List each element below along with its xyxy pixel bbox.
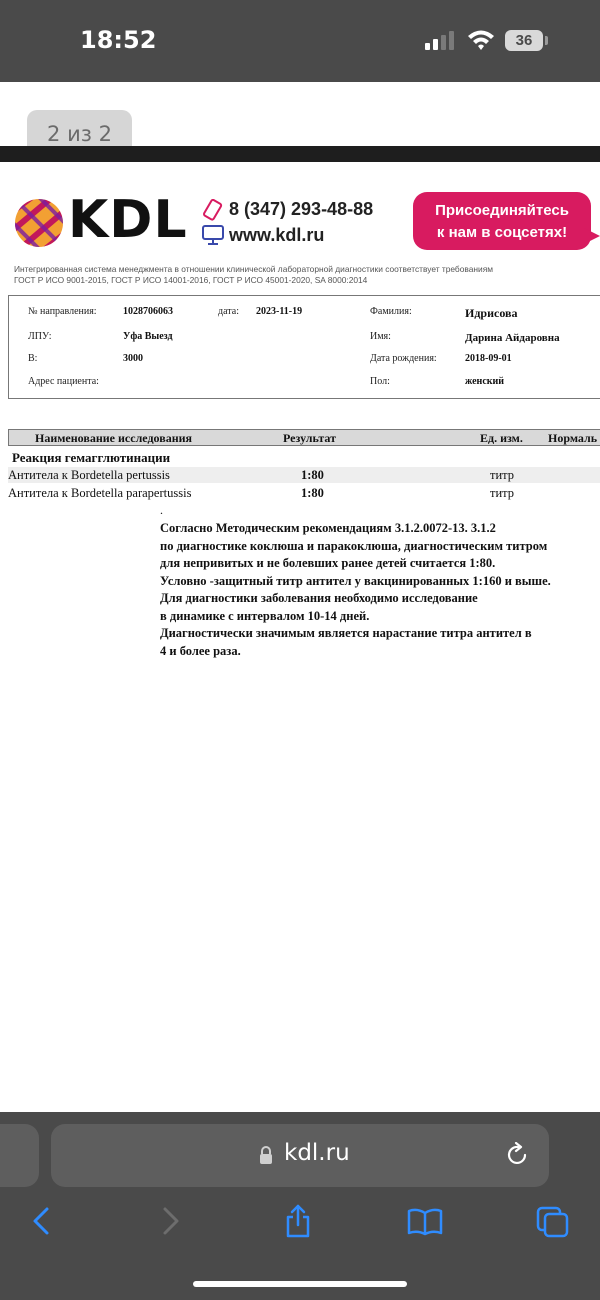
results-table-header — [8, 429, 600, 446]
row-name: Антитела к Bordetella pertussis — [8, 468, 170, 482]
dob-label: Дата рождения: — [370, 353, 437, 364]
col-result: Результат — [283, 431, 337, 445]
wifi-icon — [466, 27, 496, 51]
interpretation-note — [160, 520, 551, 660]
reload-icon[interactable] — [506, 1142, 530, 1168]
date-label: дата: — [218, 306, 239, 317]
row-result: 1:80 — [301, 468, 324, 482]
back-chevron-icon[interactable] — [30, 1203, 52, 1239]
home-indicator[interactable] — [193, 1281, 407, 1287]
share-icon[interactable] — [283, 1203, 313, 1239]
date-value: 2023-11-19 — [256, 306, 303, 317]
name-label: Имя: — [370, 331, 391, 342]
tabs-icon[interactable] — [535, 1203, 571, 1239]
website-link: www.kdl.ru — [229, 225, 325, 245]
sex-value: женский — [465, 376, 505, 387]
iso-line-2: ГОСТ Р ИСО 9001-2015, ГОСТ Р ИСО 14001-2016, ГОСТ Р ИСО 45001-2020, SA 8000:2014 — [14, 275, 368, 285]
iso-line-1: Интегрированная система менеджмента в отношении клинической лабораторной диагностики соответствует требованиям — [14, 264, 493, 274]
social-line-2: к нам в соцсетях! — [436, 224, 568, 241]
results-group-title: Реакция гемагглютинации — [12, 450, 171, 465]
social-banner-tail — [584, 228, 600, 244]
kdl-striped-ball-icon — [14, 198, 64, 248]
iso-compliance-text — [14, 264, 598, 286]
col-norm: Нормаль — [548, 431, 598, 445]
name-value: Дарина Айдаровна — [465, 332, 560, 344]
comment-dot: . — [160, 503, 163, 517]
address-text[interactable]: kdl.ru — [284, 1140, 350, 1166]
v-label: В: — [28, 353, 38, 364]
battery-indicator: 36 — [505, 30, 543, 51]
note-line: Диагностически значимым является нарастание титра антител в — [160, 626, 532, 640]
note-line: по диагностике коклюша и паракоклюша, диагностическим титром — [160, 538, 548, 553]
row-unit: титр — [490, 486, 515, 500]
row-unit: титр — [490, 468, 515, 482]
col-name: Наименование исследования — [35, 431, 193, 445]
referral-label: № направления: — [28, 306, 97, 317]
forward-chevron-icon[interactable] — [160, 1203, 182, 1239]
dob-value: 2018-09-01 — [465, 353, 512, 364]
kdl-logo: KDL — [68, 190, 188, 250]
table-row — [8, 485, 600, 501]
lpu-label: ЛПУ: — [28, 331, 52, 342]
note-line: Условно -защитный титр антител у вакцинированных 1:160 и выше. — [160, 573, 551, 588]
col-unit: Ед. изм. — [480, 431, 523, 445]
v-value: 3000 — [123, 353, 143, 364]
monitor-icon — [202, 225, 224, 245]
page-counter: 2 из 2 — [27, 110, 132, 158]
note-line: для непривитых и не болевших ранее детей считается 1:80. — [160, 556, 496, 570]
book-icon[interactable] — [406, 1203, 444, 1239]
phone-number: 8 (347) 293-48-88 — [229, 199, 374, 219]
note-line: Для диагностики заболевания необходимо исследование — [160, 591, 478, 605]
address-label: Адрес пациента: — [28, 376, 99, 387]
row-result: 1:80 — [301, 486, 324, 500]
surname-value: Идрисова — [465, 306, 518, 320]
note-line: Согласно Методическим рекомендациям 3.1.2.0072-13. 3.1.2 — [160, 521, 496, 535]
lpu-value: Уфа Выезд — [123, 331, 173, 342]
battery-cap — [545, 36, 548, 45]
social-line-1: Присоединяйтесь — [435, 202, 569, 219]
sex-label: Пол: — [370, 376, 390, 387]
surname-label: Фамилия: — [370, 306, 412, 317]
row-name: Антитела к Bordetella parapertussis — [8, 486, 192, 500]
cellular-signal-icon — [425, 30, 457, 50]
social-banner — [413, 192, 591, 250]
previous-tab-preview[interactable] — [0, 1124, 39, 1187]
table-row — [8, 467, 600, 483]
referral-value: 1028706063 — [123, 306, 173, 317]
note-line: в динамике с интервалом 10-14 дней. — [160, 608, 370, 623]
page-separator — [0, 146, 600, 162]
lock-icon — [259, 1145, 273, 1165]
status-time: 18:52 — [80, 26, 157, 54]
phone-icon — [203, 199, 223, 221]
note-line: 4 и более раза. — [160, 643, 241, 658]
